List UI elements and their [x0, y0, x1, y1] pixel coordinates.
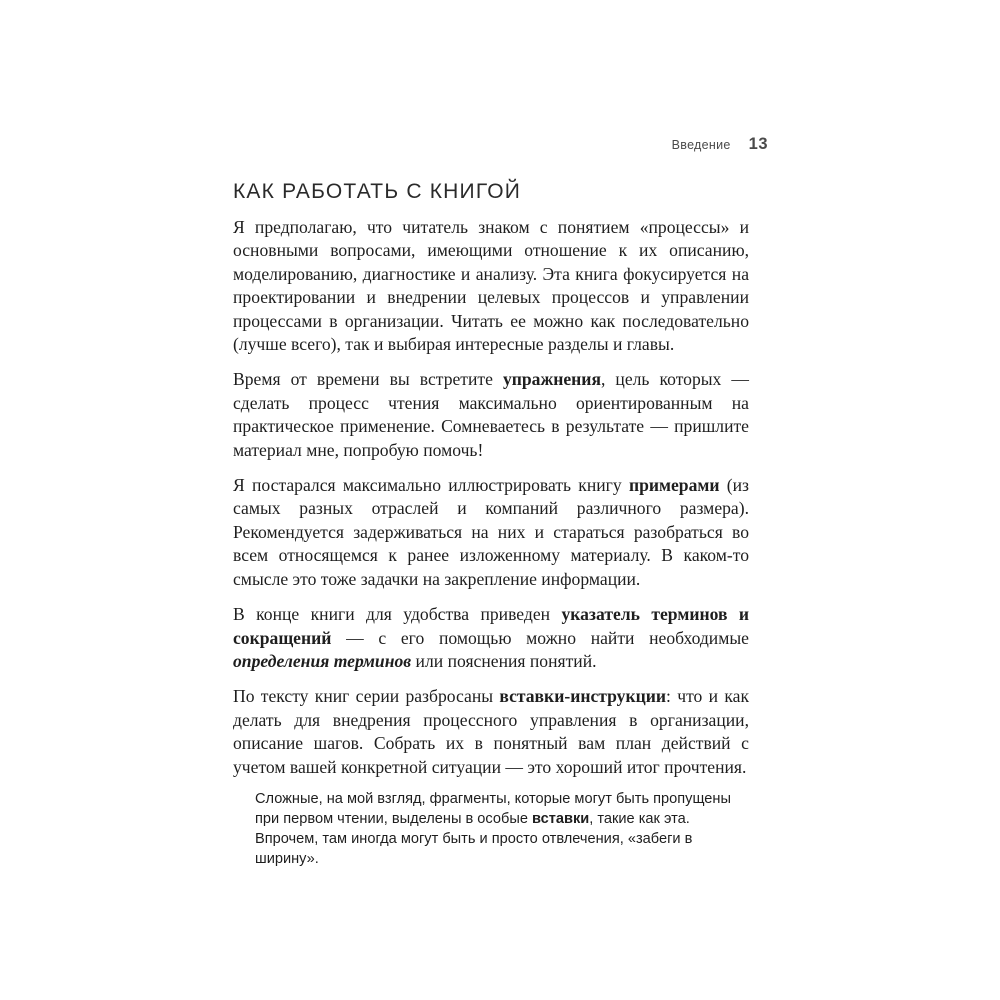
chapter-title: КАК РАБОТАТЬ С КНИГОЙ — [233, 180, 522, 203]
paragraph — [233, 368, 749, 462]
text-span: Я постарался максимально иллюстрировать книгу — [233, 475, 629, 496]
text-span: , такие как эта. Впрочем, там иногда могут быть и просто отвлечения, «забеги в ширину». — [255, 811, 693, 867]
text-span: Время от времени вы встретите — [233, 369, 503, 390]
emphasis-definitions: определения терминов — [233, 650, 412, 671]
emphasis-examples: примерами — [628, 475, 720, 496]
emphasis-inserts-instructions: вставки-инструкции — [499, 686, 667, 707]
insert-box — [255, 789, 745, 869]
emphasis-exercises: упражнения — [502, 369, 601, 390]
paragraph — [233, 474, 749, 591]
paragraph — [233, 216, 749, 356]
paragraph — [233, 685, 749, 779]
text-span: По тексту книг серии разбросаны — [233, 686, 500, 707]
text-span: В конце книги для удобства приведен — [233, 604, 562, 625]
body-text — [233, 216, 749, 791]
text-span: — с его помощью можно найти необходимые — [331, 627, 749, 648]
emphasis-index: указатель терминов и сокращений — [233, 604, 749, 648]
emphasis-inserts: вставки — [532, 811, 590, 827]
text-span: , цель которых — сделать процесс чтения максимально ориентированным на практическое применение. Сомневаетесь в результате — пришлите материал мне, попробую помочь! — [233, 369, 749, 460]
text-span: Сложные, на мой взгляд, фрагменты, которые могут быть пропущены при первом чтении, выделены в особые — [255, 791, 731, 827]
text-span: или пояснения понятий. — [411, 650, 597, 671]
text-span: Я предполагаю, что читатель знаком с понятием «процессы» и основными вопросами, имеющими отношение к их описанию, моделированию, диагностике и анализу. Эта книга фокусируется на проектировании и внедрении целевых процессов и управлении процессами в организации. Читать ее можно как последовательно (лучше всего), так и выбирая интересные разделы и главы. — [233, 217, 749, 355]
text-span: (из самых разных отраслей и компаний различного размера). Рекомендуется задерживаться на них и стараться разобраться во всем относящемся к ранее изложенному материалу. В каком-то смысле это тоже задачки на закрепление информации. — [233, 475, 749, 589]
section-name: Введение — [671, 138, 731, 152]
running-header — [560, 135, 768, 154]
paragraph — [233, 603, 749, 673]
page-number: 13 — [748, 135, 768, 153]
text-span: : что и как делать для внедрения процессного управления в организации, описание шагов. Собрать их в понятный вам план действий с учетом вашей конкретной ситуации — это хороший итог прочтения. — [233, 686, 749, 777]
